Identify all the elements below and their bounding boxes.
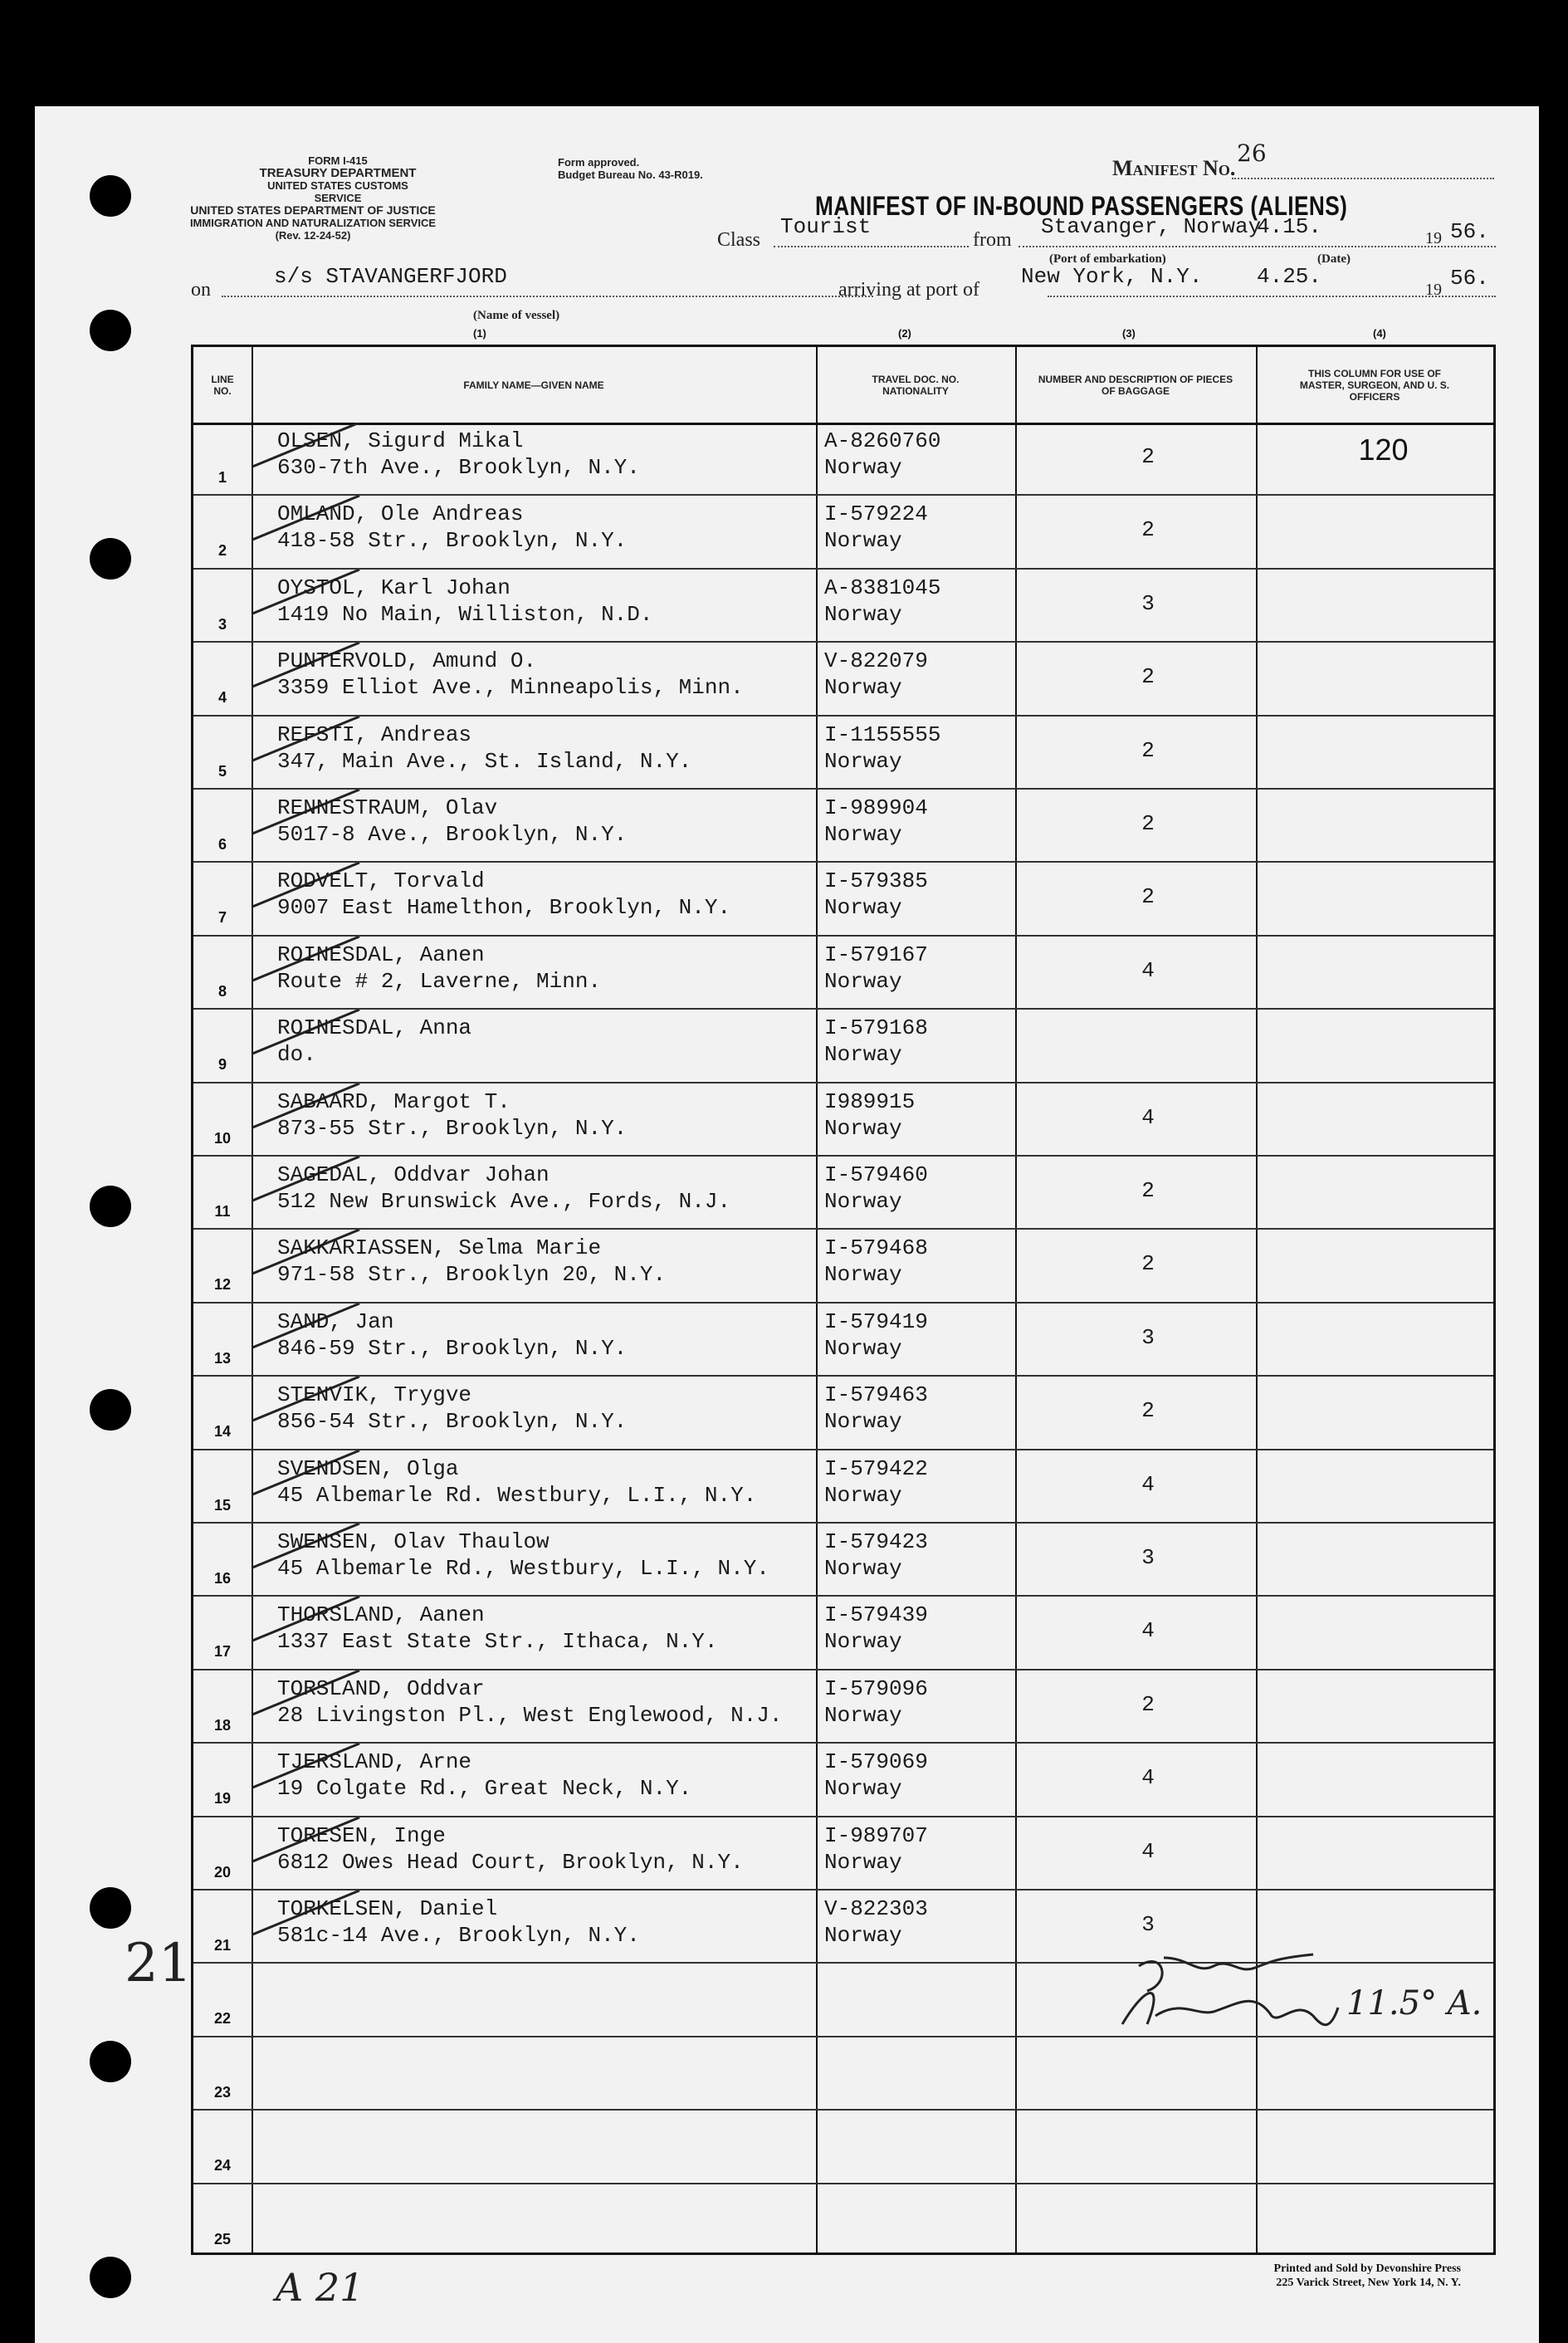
nationality: Norway [824, 1849, 902, 1875]
table-row [193, 863, 1493, 936]
travel-doc-cell [824, 428, 940, 481]
travel-doc-number: I-579419 [824, 1308, 928, 1334]
handwritten-inspection-time: 11.5° A. [1346, 1984, 1483, 2023]
handwritten-bottom-note: A 21 [276, 2265, 364, 2310]
year-prefix: 19 [1425, 281, 1442, 299]
passenger-name-cell [277, 1895, 640, 1949]
binder-hole [90, 1186, 131, 1227]
nationality: Norway [824, 1409, 902, 1435]
form-approved: Form approved. [558, 156, 640, 169]
nationality: Norway [824, 1482, 902, 1508]
travel-doc-number: I-579463 [824, 1382, 928, 1408]
line-number: 5 [217, 762, 227, 780]
passenger-name-cell [277, 1162, 730, 1215]
officer-use-cell: 120 [1358, 433, 1409, 467]
nationality: Norway [824, 895, 902, 921]
passenger-address: 873-55 Str., Brooklyn, N.Y. [277, 1115, 628, 1141]
passenger-address: 3359 Elliot Ave., Minneapolis, Minn. [277, 675, 744, 701]
line-number: 10 [213, 1129, 232, 1147]
table-row [193, 1524, 1493, 1597]
passenger-address: 418-58 Str., Brooklyn, N.Y. [277, 528, 628, 554]
date-caption: (Date) [1317, 252, 1351, 266]
passenger-name: SAND, Jan [277, 1308, 394, 1334]
passenger-address: 856-54 Str., Brooklyn, N.Y. [277, 1409, 628, 1435]
ins-service: IMMIGRATION AND NATURALIZATION SERVICE [189, 217, 437, 229]
passenger-address: 1419 No Main, Williston, N.D. [277, 601, 653, 627]
binder-hole [90, 175, 131, 217]
nationality: Norway [824, 528, 902, 554]
passenger-name-cell [277, 1015, 471, 1068]
arrival-date: 4.25. [1257, 264, 1322, 289]
table-row [193, 423, 1493, 496]
passenger-name: SAKKARIASSEN, Selma Marie [277, 1235, 602, 1261]
embarkation-year: 56. [1450, 219, 1489, 244]
travel-doc-cell [824, 1675, 928, 1729]
table-row [193, 1157, 1493, 1230]
nationality: Norway [824, 1042, 902, 1068]
baggage-count: 2 [1141, 1398, 1155, 1424]
binder-hole [90, 1887, 131, 1929]
line-number: 13 [213, 1349, 232, 1367]
passenger-name: RENNESTRAUM, Olav [277, 795, 498, 820]
line-number: 6 [217, 836, 227, 853]
travel-doc-cell [824, 1382, 928, 1435]
travel-doc-number: I-579224 [824, 501, 928, 527]
line-number: 2 [217, 542, 227, 560]
passenger-address: 581c-14 Ave., Brooklyn, N.Y. [277, 1923, 640, 1948]
travel-doc-cell [824, 1895, 928, 1949]
passenger-name-cell [277, 1602, 718, 1655]
form-approval [558, 156, 774, 181]
passenger-name-cell [277, 1308, 627, 1362]
passenger-address: 512 New Brunswick Ave., Fords, N.J. [277, 1189, 731, 1214]
table-row [193, 2184, 1493, 2257]
nationality: Norway [824, 675, 902, 701]
travel-doc-cell [824, 868, 928, 921]
table-row [193, 717, 1493, 790]
travel-doc-cell [824, 1235, 928, 1288]
travel-doc-number: I989915 [824, 1088, 916, 1114]
form-number: FORM I-415 [308, 154, 368, 167]
nationality: Norway [824, 748, 902, 774]
table-row [193, 1670, 1493, 1744]
binder-hole [90, 2257, 131, 2298]
line-number: 17 [213, 1643, 232, 1661]
passenger-name: SWENSEN, Olav Thaulow [277, 1529, 550, 1554]
vessel-name: s/s STAVANGERFJORD [274, 264, 507, 289]
nationality: Norway [824, 1776, 902, 1802]
travel-doc-cell [824, 1455, 928, 1509]
passenger-address: do. [277, 1042, 316, 1068]
arriving-label: arriving at port of [838, 279, 979, 301]
passenger-address: 971-58 Str., Brooklyn 20, N.Y. [277, 1262, 667, 1288]
passenger-address: 846-59 Str., Brooklyn, N.Y. [277, 1335, 628, 1361]
baggage-count: 2 [1141, 1251, 1155, 1277]
port-embarkation-caption: (Port of embarkation) [1049, 252, 1166, 266]
budget-bureau: Budget Bureau No. 43-R019. [558, 169, 703, 181]
travel-doc-number: I-579385 [824, 868, 928, 894]
nationality: Norway [824, 1556, 902, 1581]
passenger-name-cell [277, 648, 744, 701]
line-number: 12 [213, 1276, 232, 1294]
travel-doc-cell [824, 795, 928, 848]
travel-doc-number: I-579460 [824, 1162, 928, 1187]
handwritten-margin-count: 21 [125, 1933, 193, 1994]
header-family-name: FAMILY NAME—GIVEN NAME [463, 379, 604, 391]
table-row [193, 1597, 1493, 1670]
table-row [193, 2111, 1493, 2184]
passenger-name: ROINESDAL, Aanen [277, 942, 485, 967]
printer-line-2: 225 Varick Street, New York 14, N. Y. [1276, 2277, 1461, 2289]
passenger-name-cell [277, 1235, 666, 1288]
passenger-name-cell [277, 428, 640, 481]
table-row [193, 1083, 1493, 1157]
passenger-name-cell [277, 1529, 769, 1582]
passenger-address: Route # 2, Laverne, Minn. [277, 968, 602, 994]
header-officers: THIS COLUMN FOR USE OF MASTER, SURGEON, AND U. S. OFFICERS [1299, 367, 1450, 403]
travel-doc-cell [824, 721, 940, 775]
line-number: 7 [217, 909, 227, 927]
vessel-caption: (Name of vessel) [473, 309, 560, 322]
travel-doc-cell [824, 1602, 928, 1655]
passenger-address: 6812 Owes Head Court, Brooklyn, N.Y. [277, 1849, 744, 1875]
line-number: 22 [213, 2010, 232, 2028]
table-row [193, 1010, 1493, 1083]
baggage-count: 2 [1141, 1691, 1155, 1717]
column-number-2: (2) [898, 327, 911, 340]
baggage-count: 2 [1141, 517, 1155, 543]
table-row [193, 2037, 1493, 2111]
travel-doc-number: I-989707 [824, 1822, 928, 1848]
table-row [193, 790, 1493, 863]
passenger-name: TORKELSEN, Daniel [277, 1896, 498, 1921]
table-row [193, 1304, 1493, 1377]
travel-doc-number: I-579422 [824, 1455, 928, 1481]
arrival-port: New York, N.Y. [1021, 264, 1203, 289]
column-number-1: (1) [473, 327, 486, 340]
table-row [193, 570, 1493, 643]
travel-doc-cell [824, 1822, 928, 1876]
class-value: Tourist [780, 214, 872, 239]
nationality: Norway [824, 1115, 902, 1141]
passenger-name-cell [277, 501, 627, 554]
column-number-3: (3) [1122, 327, 1136, 340]
passenger-name: TJERSLAND, Arne [277, 1749, 472, 1775]
line-number: 18 [213, 1716, 232, 1734]
binder-hole [90, 538, 131, 580]
passenger-address: 347, Main Ave., St. Island, N.Y. [277, 748, 692, 774]
travel-doc-cell [824, 1015, 928, 1068]
table-row [193, 937, 1493, 1010]
on-label: on [191, 279, 211, 301]
line-number: 8 [217, 982, 227, 1000]
table-row [193, 643, 1493, 716]
nationality: Norway [824, 1189, 902, 1214]
nationality: Norway [824, 968, 902, 994]
customs-service: UNITED STATES CUSTOMS SERVICE [267, 179, 408, 204]
passenger-name: TORESEN, Inge [277, 1822, 446, 1848]
table-row [193, 1817, 1493, 1891]
travel-doc-cell [824, 942, 928, 995]
travel-doc-cell [824, 1162, 928, 1215]
passenger-address: 9007 East Hamelthon, Brooklyn, N.Y. [277, 895, 731, 921]
line-number: 14 [213, 1423, 232, 1441]
passenger-name: SABAARD, Margot T. [277, 1088, 510, 1114]
passenger-name: OMLAND, Ole Andreas [277, 501, 524, 527]
passenger-address: 45 Albemarle Rd., Westbury, L.I., N.Y. [277, 1556, 769, 1581]
travel-doc-cell [824, 1308, 928, 1362]
nationality: Norway [824, 1262, 902, 1288]
passenger-name: PUNTERVOLD, Amund O. [277, 648, 537, 674]
line-number: 20 [213, 1863, 232, 1881]
travel-doc-number: I-1155555 [824, 721, 941, 747]
table-header [193, 347, 1493, 425]
passenger-name-cell [277, 868, 730, 921]
line-number: 24 [213, 2157, 232, 2174]
treasury-department: TREASURY DEPARTMENT [259, 166, 417, 180]
travel-doc-cell [824, 1529, 928, 1582]
passenger-name: SVENDSEN, Olga [277, 1455, 459, 1481]
passenger-name-cell [277, 1675, 783, 1729]
baggage-count: 2 [1141, 444, 1155, 469]
travel-doc-number: I-579096 [824, 1675, 928, 1701]
passenger-name-cell [277, 1455, 756, 1509]
travel-doc-number: V-822079 [824, 648, 928, 674]
passenger-name-cell [277, 942, 601, 995]
passenger-name-cell [277, 721, 691, 775]
line-number: 25 [213, 2230, 232, 2248]
passenger-name: REFSTI, Andreas [277, 721, 472, 747]
line-number: 15 [213, 1496, 232, 1514]
baggage-count: 4 [1141, 1838, 1155, 1864]
passenger-name-cell [277, 1749, 691, 1802]
travel-doc-cell [824, 1088, 915, 1142]
baggage-count: 3 [1141, 1324, 1155, 1350]
line-number: 9 [217, 1056, 227, 1074]
baggage-count: 2 [1141, 664, 1155, 690]
header-baggage: NUMBER AND DESCRIPTION OF PIECES OF BAGGAGE [1038, 373, 1233, 397]
travel-doc-cell [824, 501, 928, 554]
travel-doc-number: I-989904 [824, 795, 928, 820]
passenger-name-cell [277, 575, 652, 628]
nationality: Norway [824, 1923, 902, 1948]
line-number: 21 [213, 1937, 232, 1954]
travel-doc-number: I-579168 [824, 1015, 928, 1041]
manifest-page [35, 106, 1539, 2343]
baggage-count: 4 [1141, 1618, 1155, 1644]
line-number: 1 [217, 469, 227, 486]
passenger-name-cell [277, 1822, 744, 1876]
passenger-name: STENVIK, Trygve [277, 1382, 472, 1408]
passenger-name-cell [277, 795, 627, 848]
line-number: 11 [214, 1203, 231, 1220]
baggage-count: 2 [1141, 811, 1155, 836]
department-of-justice: UNITED STATES DEPARTMENT OF JUSTICE [190, 203, 436, 217]
passenger-name: TORSLAND, Oddvar [277, 1675, 485, 1701]
table-row [193, 1377, 1493, 1450]
binder-hole [90, 1389, 131, 1431]
binder-hole [90, 2041, 131, 2082]
printer-line-1: Printed and Sold by Devonshire Press [1273, 2262, 1461, 2275]
form-header-treasury [242, 154, 433, 204]
form-revision: (Rev. 12-24-52) [275, 229, 351, 242]
baggage-count: 3 [1141, 590, 1155, 616]
line-number: 23 [213, 2083, 232, 2101]
inspector-signature-icon [1114, 1933, 1363, 2041]
passenger-address: 28 Livingston Pl., West Englewood, N.J. [277, 1702, 783, 1728]
nationality: Norway [824, 455, 902, 480]
baggage-count: 4 [1141, 1104, 1155, 1130]
table-row [193, 1450, 1493, 1524]
line-number: 3 [217, 615, 227, 633]
passenger-name: THORSLAND, Aanen [277, 1602, 485, 1628]
baggage-count: 2 [1141, 737, 1155, 763]
travel-doc-cell [824, 1749, 928, 1802]
table-row [193, 496, 1493, 569]
baggage-count: 3 [1141, 1545, 1155, 1570]
travel-doc-number: I-579069 [824, 1749, 928, 1775]
embarkation-date: 4.15. [1257, 214, 1322, 239]
line-number: 4 [217, 689, 227, 707]
manifest-number: 26 [1237, 139, 1267, 167]
header-travel-doc: TRAVEL DOC. NO. NATIONALITY [872, 373, 960, 397]
travel-doc-number: I-579439 [824, 1602, 928, 1628]
nationality: Norway [824, 822, 902, 847]
nationality: Norway [824, 1702, 902, 1728]
baggage-count: 4 [1141, 1765, 1155, 1791]
line-number: 19 [213, 1790, 232, 1807]
passenger-name: RODVELT, Torvald [277, 868, 485, 894]
travel-doc-number: I-579423 [824, 1529, 928, 1554]
travel-doc-cell [824, 575, 940, 628]
passenger-address: 45 Albemarle Rd. Westbury, L.I., N.Y. [277, 1482, 757, 1508]
binder-hole [90, 310, 131, 351]
nationality: Norway [824, 601, 902, 627]
column-number-4: (4) [1373, 327, 1386, 340]
passenger-name: OLSEN, Sigurd Mikal [277, 428, 524, 453]
passenger-name-cell [277, 1088, 627, 1142]
baggage-count: 2 [1141, 1178, 1155, 1203]
travel-doc-number: I-579167 [824, 942, 928, 967]
header-line-no: LINE NO. [211, 373, 234, 397]
manifest-title: MANIFEST OF IN-BOUND PASSENGERS (ALIENS) [815, 191, 1348, 221]
table-row [193, 1744, 1493, 1817]
line-number: 16 [213, 1570, 232, 1587]
baggage-count: 4 [1141, 1471, 1155, 1497]
arrival-year: 56. [1450, 266, 1489, 291]
printer-footer [1274, 2262, 1461, 2290]
form-header-justice [184, 204, 442, 242]
travel-doc-number: I-579468 [824, 1235, 928, 1261]
class-label: Class [717, 229, 761, 251]
travel-doc-cell [824, 648, 928, 701]
passenger-address: 5017-8 Ave., Brooklyn, N.Y. [277, 822, 628, 847]
table-row [193, 1230, 1493, 1303]
passenger-name-cell [277, 1382, 627, 1435]
from-label: from [973, 229, 1012, 251]
passenger-address: 1337 East State Str., Ithaca, N.Y. [277, 1629, 718, 1655]
travel-doc-number: A-8260760 [824, 428, 941, 453]
passenger-address: 19 Colgate Rd., Great Neck, N.Y. [277, 1776, 692, 1802]
passenger-address: 630-7th Ave., Brooklyn, N.Y. [277, 455, 640, 480]
manifest-no-label: Manifest No. [1112, 156, 1236, 180]
passenger-name: OYSTOL, Karl Johan [277, 575, 510, 600]
year-prefix: 19 [1425, 229, 1442, 247]
nationality: Norway [824, 1629, 902, 1655]
baggage-count: 3 [1141, 1912, 1155, 1937]
baggage-count: 4 [1141, 957, 1155, 983]
travel-doc-number: V-822303 [824, 1896, 928, 1921]
travel-doc-number: A-8381045 [824, 575, 941, 600]
nationality: Norway [824, 1335, 902, 1361]
port-of-embarkation: Stavanger, Norway [1041, 214, 1262, 239]
passenger-name: ROINESDAL, Anna [277, 1015, 472, 1041]
baggage-count: 2 [1141, 884, 1155, 910]
passenger-name: SAGEDAL, Oddvar Johan [277, 1162, 550, 1187]
